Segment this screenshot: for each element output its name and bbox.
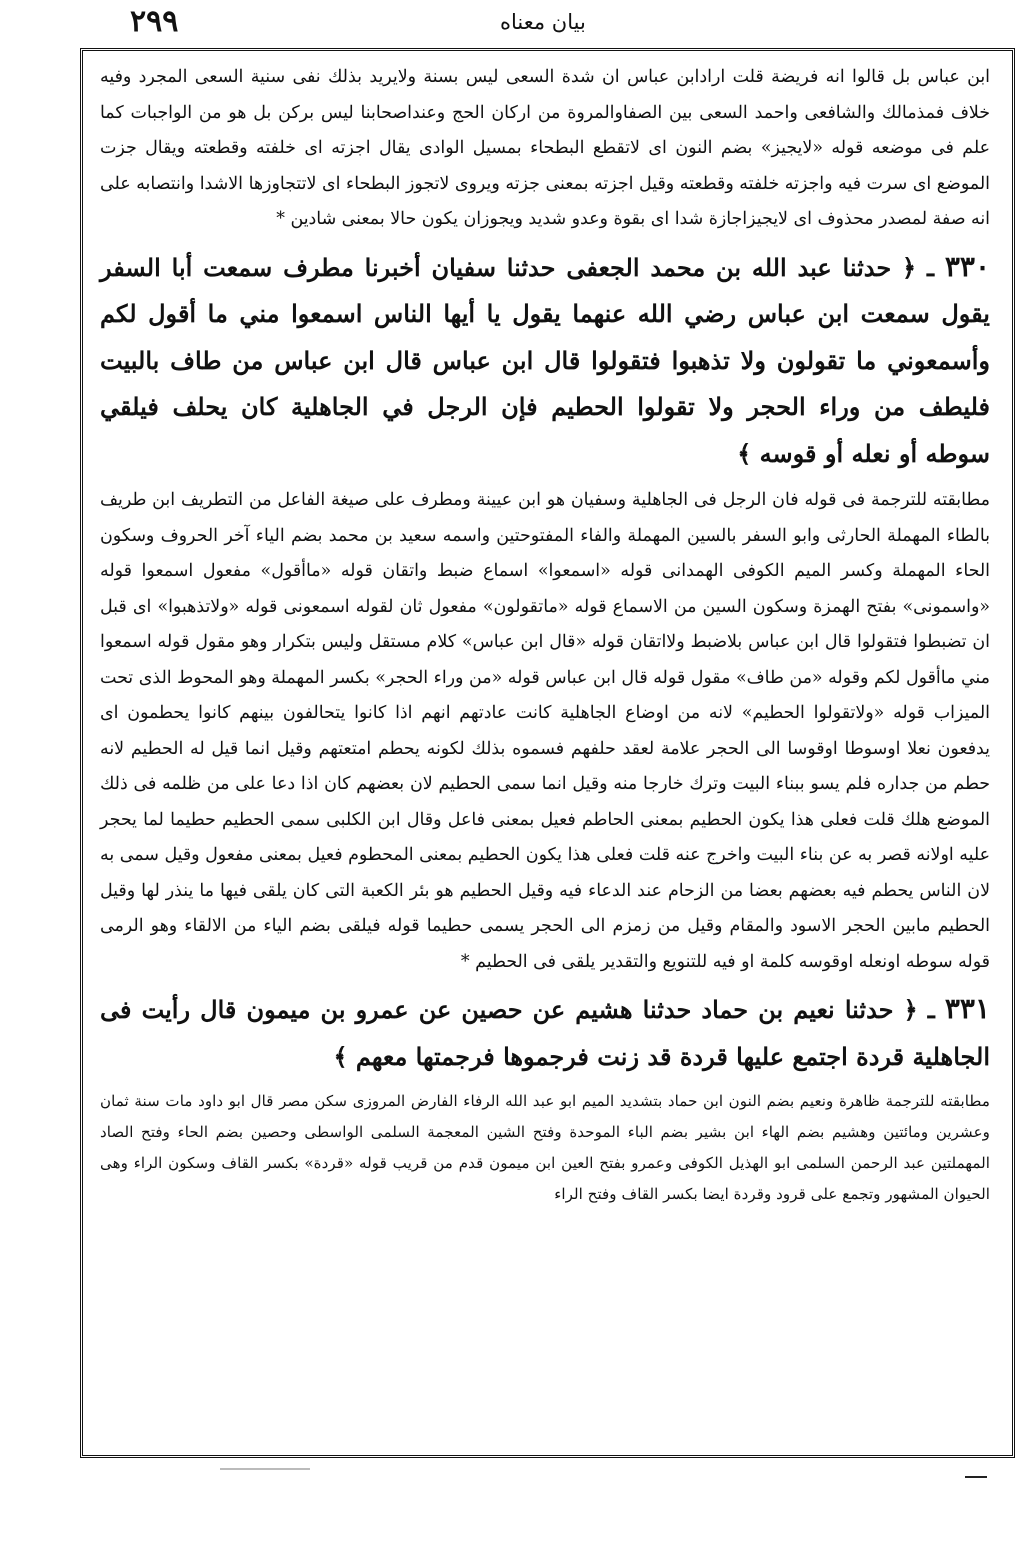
footer-rule xyxy=(965,1476,987,1478)
hadith-text: ﴿ حدثنا نعيم بن حماد حدثنا هشيم عن حصين عن عمرو بن ميمون قال رأيت فى الجاهلية قردة اجتمع عليها قردة قد زنت فرجموها فرجمتها معهم ﴾ xyxy=(100,995,990,1071)
page-header xyxy=(60,4,960,44)
page-body xyxy=(100,60,990,1455)
page-number: ٢٩٩ xyxy=(130,4,179,39)
hadith-text: ﴿ حدثنا عبد الله بن محمد الجعفى حدثنا سفيان أخبرنا مطرف سمعت أبا السفر يقول سمعت ابن عباس رضي الله عنهما يقول يا أيها الناس اسمعوا مني ما أقول لكم وأسمعوني ما تقولون ولا تذهبوا فتقولوا قال ابن عباس قال ابن عباس من طاف بالبيت فليطف من وراء الحجر ولا تقولوا الحطيم فإن الرجل في الجاهلية كان يحلف فيلقي سوطه أو نعله أو قوسه ﴾ xyxy=(100,252,990,468)
commentary-paragraph-2: مطابقته للترجمة فى قوله فان الرجل فى الجاهلية وسفيان هو ابن عيينة ومطرف على صيغة الفاعل من التطريف ابن طريف بالطاء المهملة الحارثى وابو السفر بالسين المهملة والفاء المفتوحتين واسمه سعيد بن محمد بضم الياء آخر الحروف وسكون الحاء المهملة وكسر الميم الكوفى الهمدانى قوله «اسمعوا» اسماع ضبط واتقان قوله «ماأقول» مفعول اسمعوا قوله «واسمونى» بفتح الهمزة وسكون السين من الاسماع قوله «ماتقولون» مفعول ثان لقوله اسمعونى قوله «ولاتذهبوا» اى قبل ان تضبطوا فتقولوا قال ابن عباس بلاضبط ولااتقان قوله «قال ابن عباس» كلام مستقل وليس بتكرار وهو مقول قوله اسمعوا مني ماأقول لكم وقوله «من طاف» مقول قوله قال ابن عباس قوله «من وراء الحجر» بكسر المهملة وهو المحوط الذى تحت الميزاب قوله «ولاتقولوا الحطيم» لانه من اوضاع الجاهلية كانت عادتهم انهم اذا كانوا يتحالفون بينهم كانوا يحطمون اى يدفعون نعلا اوسوطا اوقوسا الى الحجر علامة لعقد حلفهم فسموه بذلك لكونه يحطم امتعتهم وقيل انما قيل له الحطيم لانه حطم من جداره فلم يسو ببناء البيت وترك خارجا منه وقيل انما سمى الحطيم لان بعضهم كان اذا دعا على من ظلمه فى ذلك الموضع هلك قلت فعلى هذا يكون الحطيم بمعنى الحاطم فعيل بمعنى فاعل وقال ابن الكلبى سمى الحطيم حطيما لما يحجر عليه اولانه قصر به عن بناء البيت واخرج عنه قلت فعلى هذا يكون الحطيم بمعنى المحطوم فعيل بمعنى مفعول وقيل سمى به لان الناس يحطم فيه بعضهم بعضا من الزحام عند الدعاء فيه وقيل الحطيم هو بئر الكعبة التى كان يلقى فيها ما ينذر لها وقيل الحطيم مابين الحجر الاسود والمقام وقيل من زمزم الى الحجر يسمى حطيما قوله فيلقى بضم الياء من الالقاء وهو الرمى قوله سوطه اونعله اوقوسه كلمة او فيه للتنويع والتقدير يلقى فى الحطيم * xyxy=(100,490,990,972)
running-title: بيان معناه xyxy=(500,10,586,34)
commentary-paragraph-3: مطابقته للترجمة ظاهرة ونعيم بضم النون ابن حماد بتشديد الميم ابو عبد الله الرفاء الفارض المروزى سكن مصر قال ابو داود مات سنة ثمان وعشرين ومائتين وهشيم بضم الهاء ابن بشير بضم الباء الموحدة وفتح الشين المعجمة السلمى الواسطى وحصين بضم الحاء وفتح الصاد المهملتين عبد الرحمن السلمى ابو الهذيل الكوفى وعمرو بفتح العين ابن ميمون قدم من قريب قوله «قردة» بكسر القاف وسكون الراء وهى الحيوان المشهور وتجمع على قرود وقردة ايضا بكسر القاف وفتح الراء xyxy=(100,1092,990,1203)
hadith-331 xyxy=(100,986,990,1080)
hadith-separator: ـ xyxy=(916,252,935,282)
scan-smudge xyxy=(220,1468,310,1470)
commentary-paragraph-1: ابن عباس بل قالوا انه فريضة قلت ارادابن عباس ان شدة السعى ليس بسنة ولايريد بذلك نفى سنية السعى المجرد وفيه خلاف فمذمالك والشافعى واحمد السعى بين الصفاوالمروة من اركان الحج وعنداصحابنا ليس بركن بل هو من الواجبات كما علم فى موضعه قوله «لايجيز» بضم النون اى لاتقطع البطحاء بمسيل الوادى يقال اجزته اى خلفته وقطعته ويقال جزت الموضع اى سرت فيه واجزته خلفته وقطعته وقيل اجزته بمعنى جزته ويروى لاتجوز البطحاء اى لاتتجاوزها الاشدا وانتصابه على انه صفة لمصدر محذوف اى لايجيزاجازة شدا اى بقوة وعدو شديد ويجوزان يكون حالا بمعنى شادين * xyxy=(100,67,990,229)
hadith-number: ٣٣٠ xyxy=(944,249,990,283)
hadith-330 xyxy=(100,244,990,478)
hadith-separator: ـ xyxy=(917,995,935,1024)
hadith-number: ٣٣١ xyxy=(944,992,990,1025)
